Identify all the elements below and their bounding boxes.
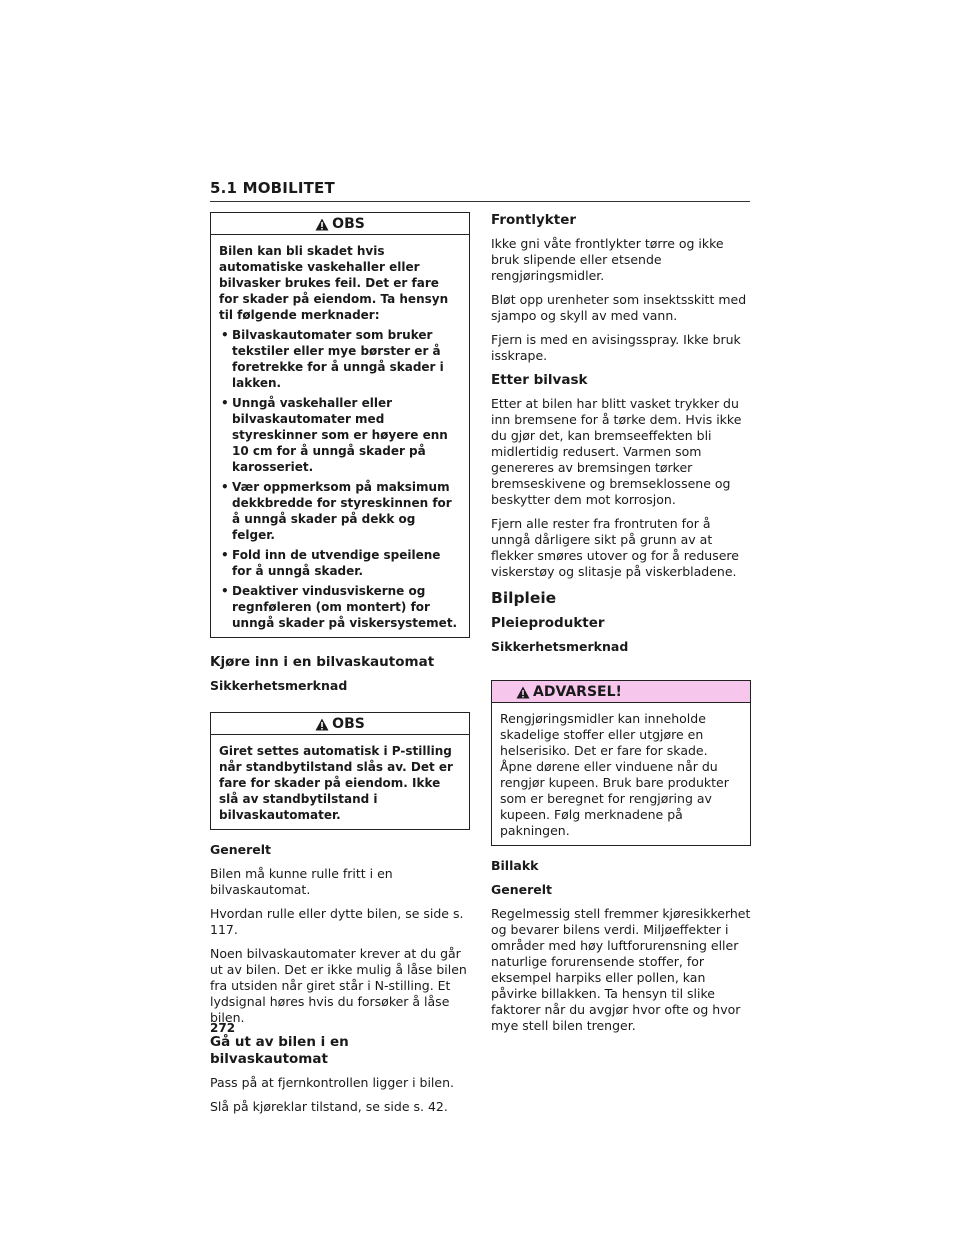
- list-item: • Deaktiver vindusviskerne og regnføleren (om montert) for unngå skader på viskersystemet.: [219, 583, 461, 631]
- warning-notice-header: [492, 681, 750, 703]
- obs-notice-header: [211, 213, 469, 235]
- heading-exit-car-carwash: Gå ut av bilen i en bilvaskautomat: [210, 1034, 349, 1067]
- page-number: 272: [210, 1021, 236, 1035]
- right-column: [491, 212, 751, 1042]
- paragraph: Pass på at fjernkontrollen ligger i bilen.: [210, 1075, 454, 1090]
- list-item: • Fold inn de utvendige speilene for å unngå skader.: [219, 547, 461, 579]
- obs-notice-label: OBS: [332, 216, 365, 232]
- heading-car-care: Bilpleie: [491, 589, 557, 607]
- warning-notice-cleaning: [491, 680, 751, 846]
- obs-notice-body: [211, 235, 469, 637]
- subheading-safety-note: Sikkerhetsmerknad: [491, 639, 629, 654]
- obs-notice-header: [211, 713, 469, 735]
- paragraph: Bløt opp urenheter som insektsskitt med sjampo og skyll av med vann.: [491, 292, 747, 323]
- paragraph: Slå på kjøreklar tilstand, se side s. 42.: [210, 1099, 448, 1114]
- section-title: 5.1 MOBILITET: [210, 179, 335, 197]
- warning-triangle-icon: [315, 718, 329, 731]
- paragraph: Etter at bilen har blitt vasket trykker du inn bremsene for å tørke dem. Hvis ikke du gjør det, kan bremseeffekten bli midlertidig redusert. Varmen som genereres av bremsingen tørker bremseskivene og bremseklossene og beskytter dem mot korrosjon.: [491, 396, 742, 507]
- list-item: • Vær oppmerksom på maksimum dekkbredde for styreskinnen for å unngå skader på dekk og felger.: [219, 479, 461, 543]
- warning-notice-body: Rengjøringsmidler kan inneholde skadelige stoffer eller utgjøre en helserisiko. Det er fare for skade. Åpne dørene eller vinduene når du rengjør kupeen. Bruk bare produkter som er beregnet for rengjøring av kupeen. Følg merknadene på pakningen.: [500, 711, 729, 838]
- paragraph: Bilen må kunne rulle fritt i en bilvaskautomat.: [210, 866, 393, 897]
- obs-notice-body: Giret settes automatisk i P-stilling når standbytilstand slås av. Det er fare for skader på eiendom. Ikke slå av standbytilstand i bilvaskautomater.: [219, 744, 453, 822]
- obs-notice-label: OBS: [332, 716, 365, 732]
- header-divider: [210, 201, 750, 202]
- paragraph: Hvordan rulle eller dytte bilen, se side s. 117.: [210, 906, 464, 937]
- paragraph: Fjern is med en avisingsspray. Ikke bruk isskrape.: [491, 332, 741, 363]
- paragraph: Noen bilvaskautomater krever at du går ut av bilen. Det er ikke mulig å låse bilen fra utsiden når giret står i N-stilling. Et lydsignal høres hvis du forsøker å låse bilen.: [210, 946, 467, 1025]
- obs-notice-intro: Bilen kan bli skadet hvis automatiske vaskehaller eller bilvasker brukes feil. Det er fare for skader på eiendom. Ta hensyn til følgende merknader:: [219, 244, 449, 322]
- paragraph: Fjern alle rester fra frontruten for å unngå dårligere sikt på grunn av at flekker smøres utover og for å redusere viskerstøy og slitasje på viskerbladene.: [491, 516, 739, 579]
- heading-care-products: Pleieprodukter: [491, 615, 605, 631]
- obs-notice-gear: [210, 712, 470, 830]
- page-header: [210, 179, 750, 202]
- obs-notice-carwash: [210, 212, 470, 638]
- heading-drive-into-carwash: Kjøre inn i en bilvaskautomat: [210, 654, 435, 670]
- warning-triangle-icon: [315, 218, 329, 231]
- subheading-general: Generelt: [210, 842, 272, 857]
- paragraph: Regelmessig stell fremmer kjøresikkerhet og bevarer bilens verdi. Miljøeffekter i områder med høy luftforurensning eller naturlige forurensende stoffer, for eksempel harpiks eller pollen, kan påvirke billakken. Ta hensyn til slike faktorer når du avgjør hvor ofte og hvor mye stell bilen trenger.: [491, 906, 751, 1033]
- left-column: [210, 212, 470, 1123]
- heading-headlights: Frontlykter: [491, 212, 577, 228]
- list-item: • Bilvaskautomater som bruker tekstiler eller mye børster er å foretrekke for å unngå skader i lakken.: [219, 327, 461, 391]
- heading-after-carwash: Etter bilvask: [491, 372, 588, 388]
- obs-notice-list: [219, 327, 461, 631]
- list-item: • Unngå vaskehaller eller bilvaskautomater med styreskinner som er høyere enn 10 cm for å unngå skader på karosseriet.: [219, 395, 461, 475]
- subheading-general: Generelt: [491, 882, 553, 897]
- paragraph: Ikke gni våte frontlykter tørre og ikke bruk slipende eller etsende rengjøringsmidler.: [491, 236, 724, 283]
- warning-notice-label: ADVARSEL!: [533, 684, 622, 700]
- warning-triangle-icon: [516, 686, 530, 699]
- subheading-paint: Billakk: [491, 858, 539, 873]
- subheading-safety-note: Sikkerhetsmerknad: [210, 678, 348, 693]
